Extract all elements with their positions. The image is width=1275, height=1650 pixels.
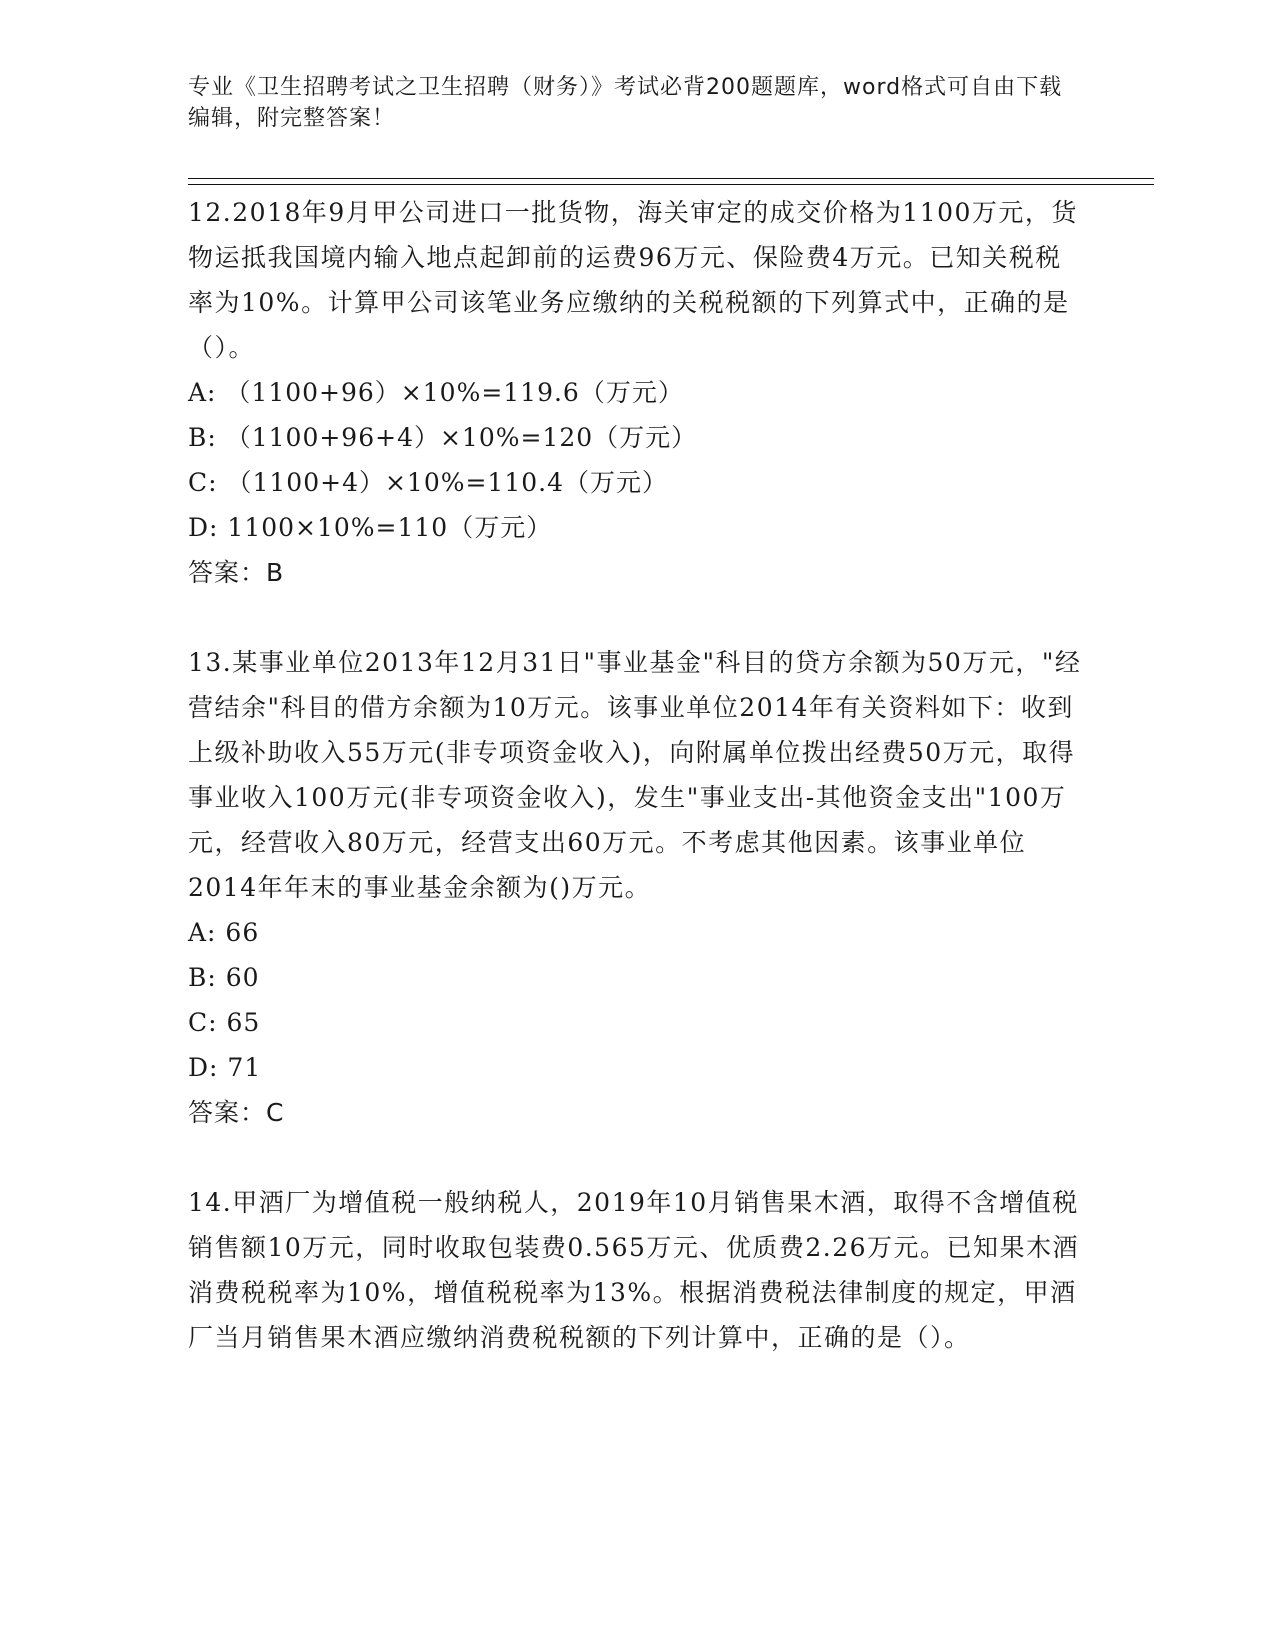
question-12: [188, 190, 1088, 595]
option-d: D: 71: [188, 1053, 262, 1082]
spacer: [188, 595, 1088, 640]
header-divider-bottom: [188, 184, 1154, 185]
question-text: 12.2018年9月甲公司进口一批货物，海关审定的成交价格为1100万元，货物运抵我国境内输入地点起卸前的运费96万元、保险费4万元。已知关税税率为10%。计算甲公司该笔业务应缴纳的关税税额的下列算式中，正确的是（）。: [188, 198, 1078, 362]
option-a: A: 66: [188, 918, 260, 947]
answer: 答案：B: [188, 558, 285, 587]
option-c: C: （1100+4）×10%=110.4（万元）: [188, 468, 669, 497]
spacer: [188, 1135, 1088, 1180]
option-a: A: （1100+96）×10%=119.6（万元）: [188, 378, 684, 407]
document-header: 专业《卫生招聘考试之卫生招聘（财务）》考试必背200题题库，word格式可自由下载编辑，附完整答案！: [188, 75, 1063, 131]
question-list: [188, 190, 1088, 1360]
option-c: C: 65: [188, 1008, 261, 1037]
answer: 答案：C: [188, 1098, 285, 1127]
header-divider-top: [188, 178, 1154, 179]
question-text: 14.甲酒厂为增值税一般纳税人，2019年10月销售果木酒，取得不含增值税销售额10万元，同时收取包装费0.565万元、优质费2.26万元。已知果木酒消费税税率为10%，增值税税率为13%。根据消费税法律制度的规定，甲酒厂当月销售果木酒应缴纳消费税税额的下列计算中，正确的是（）。: [188, 1188, 1080, 1352]
question-14: [188, 1180, 1088, 1360]
question-13: [188, 640, 1088, 1135]
option-b: B: 60: [188, 963, 260, 992]
option-d: D: 1100×10%=110（万元）: [188, 513, 553, 542]
option-b: B: （1100+96+4）×10%=120（万元）: [188, 423, 698, 452]
question-text: 13.某事业单位2013年12月31日"事业基金"科目的贷方余额为50万元，"经营结余"科目的借方余额为10万元。该事业单位2014年有关资料如下：收到上级补助收入55万元(非专项资金收入)，向附属单位拨出经费50万元，取得事业收入100万元(非专项资金收入)，发生"事业支出-其他资金支出"100万元，经营收入80万元，经营支出60万元。不考虑其他因素。该事业单位2014年年末的事业基金余额为()万元。: [188, 648, 1082, 902]
